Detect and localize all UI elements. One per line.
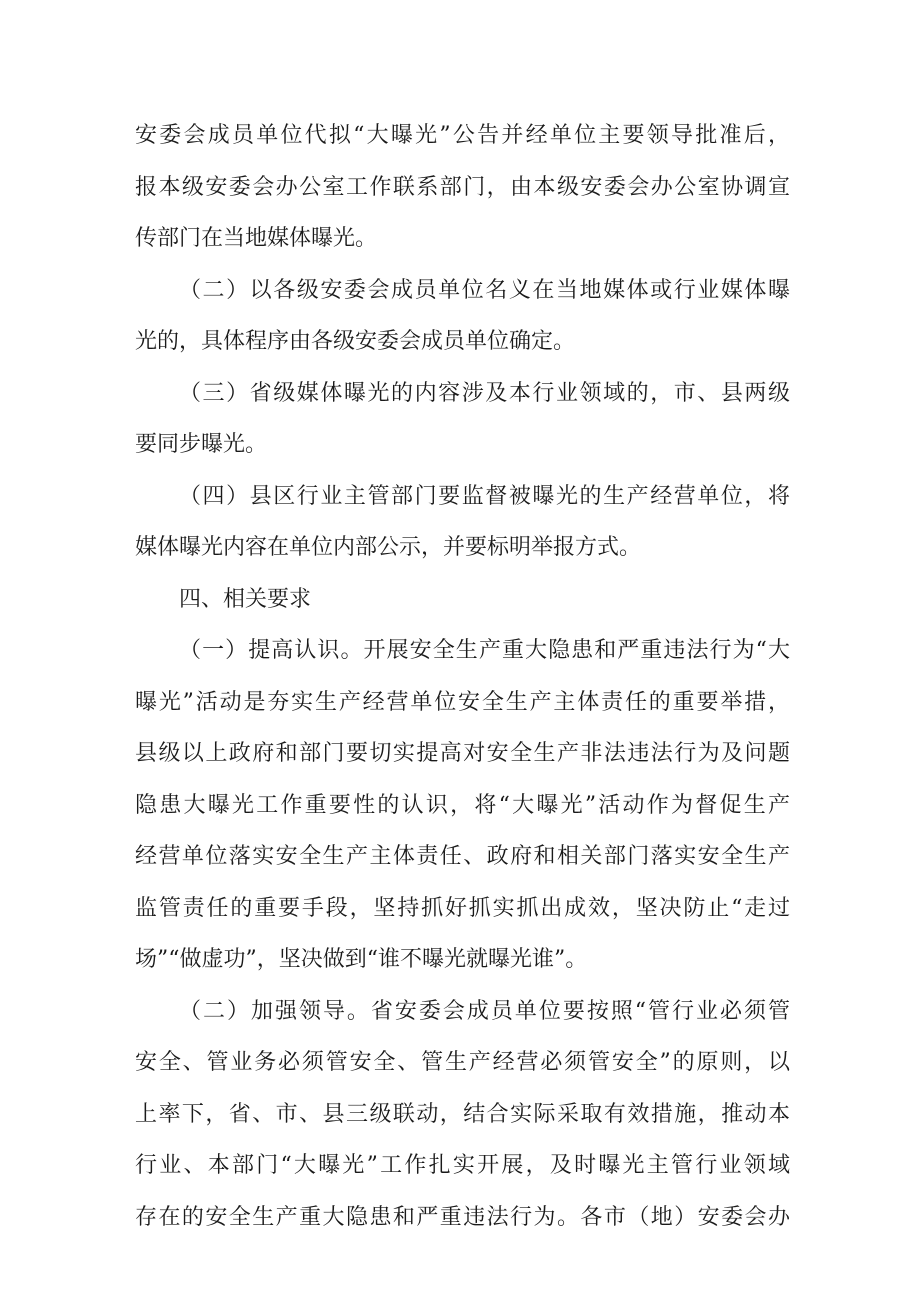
text-line: 报本级安委会办公室工作联系部门，由本级安委会办公室协调宣 — [135, 174, 790, 200]
text-line: 安委会成员单位代拟“大曝光”公告并经单位主要领导批准后， — [135, 123, 790, 148]
text-line: 监管责任的重要手段，坚持抓好抓实抓出成效，坚决防止“走过 — [135, 895, 790, 921]
text-line: 经营单位落实安全生产主体责任、政府和相关部门落实安全生产 — [135, 844, 790, 869]
text-line: 隐患大曝光工作重要性的认识，将“大曝光”活动作为督促生产 — [135, 792, 790, 818]
text-line: （三）省级媒体曝光的内容涉及本行业领域的，市、县两级 — [179, 380, 790, 406]
text-line: （一）提高认识。开展安全生产重大隐患和严重违法行为“大 — [179, 638, 790, 663]
text-line: 上率下，省、市、县三级联动，结合实际采取有效措施，推动本 — [135, 1101, 790, 1127]
text-line: 传部门在当地媒体曝光。 — [135, 226, 378, 251]
text-line: 四、相关要求 — [179, 586, 312, 612]
text-line: （二）以各级安委会成员单位名义在当地媒体或行业媒体曝 — [179, 277, 790, 303]
document-body — [135, 110, 790, 1243]
text-line: 行业、本部门“大曝光”工作扎实开展，及时曝光主管行业领域 — [135, 1153, 790, 1178]
text-line: （四）县区行业主管部门要监督被曝光的生产经营单位，将 — [179, 483, 790, 509]
text-line: 场”“做虚功”，坚决做到“谁不曝光就曝光谁”。 — [135, 947, 588, 972]
text-line: 安全、管业务必须管安全、管生产经营必须管安全”的原则，以 — [135, 1050, 790, 1075]
text-line: 县级以上政府和部门要切实提高对安全生产非法违法行为及问题 — [135, 741, 790, 766]
text-line: 光的，具体程序由各级安委会成员单位确定。 — [135, 329, 576, 354]
text-line: 媒体曝光内容在单位内部公示，并要标明举报方式。 — [135, 535, 642, 560]
text-line: 存在的安全生产重大隐患和严重违法行为。各市（地）安委会办 — [135, 1204, 790, 1230]
text-line: 要同步曝光。 — [135, 432, 268, 457]
text-line: 曝光”活动是夯实生产经营单位安全生产主体责任的重要举措， — [135, 689, 790, 715]
text-line: （二）加强领导。省安委会成员单位要按照“管行业必须管 — [179, 998, 790, 1024]
